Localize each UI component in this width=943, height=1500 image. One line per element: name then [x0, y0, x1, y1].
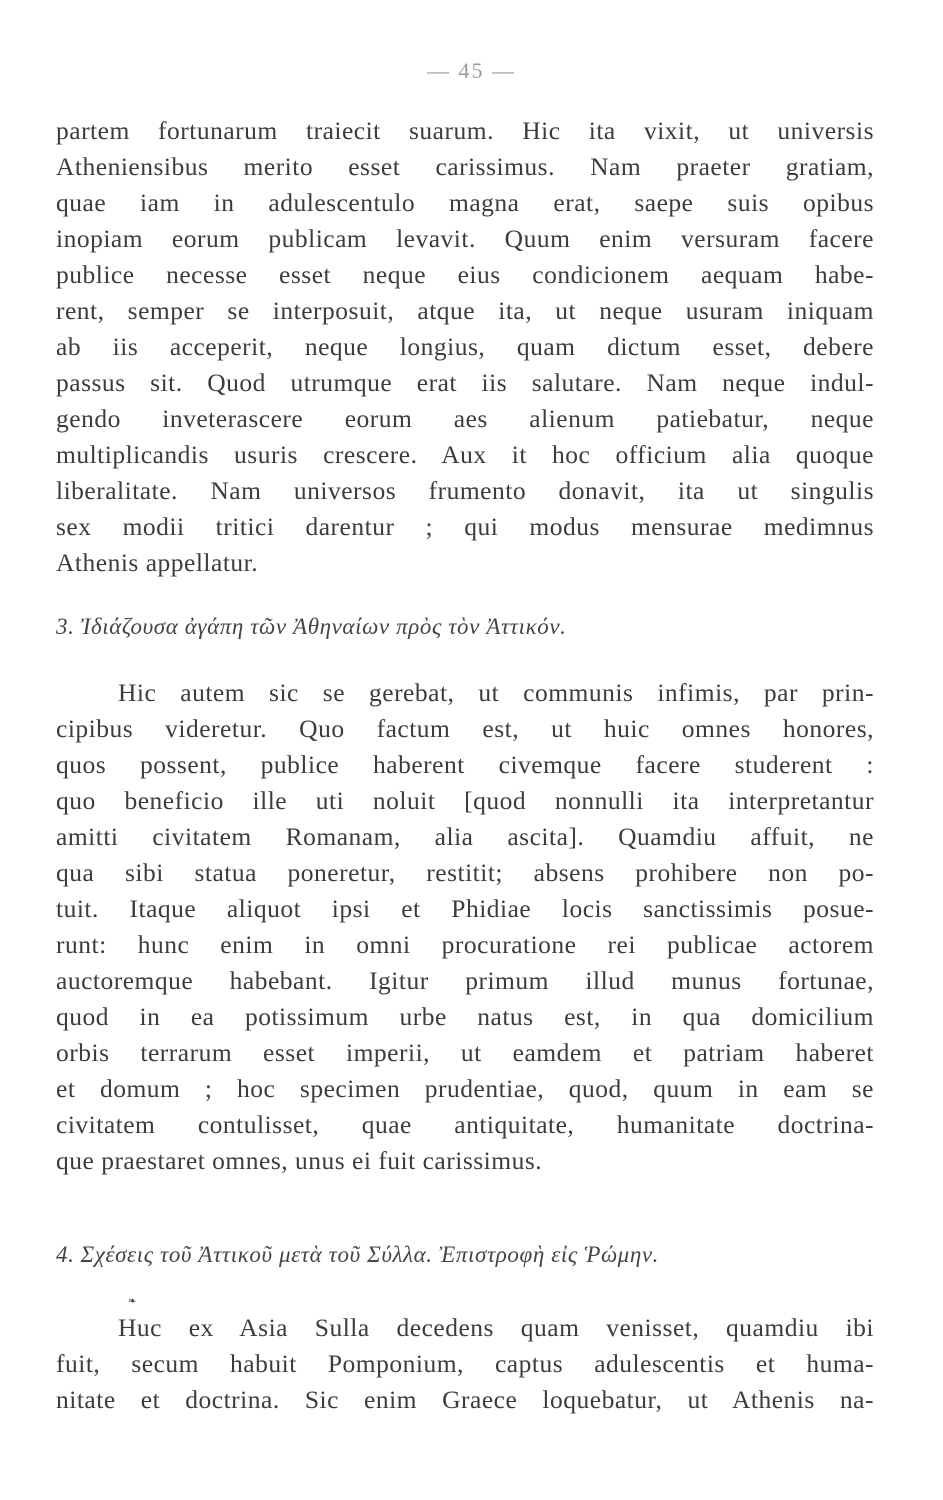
paragraph-2-line: auctoremque habebant. Igitur primum illud munus fortunae, [56, 966, 874, 995]
paragraph-1-line: passus sit. Quod utrumque erat iis salutare. Nam neque indul- [56, 368, 874, 397]
paragraph-1-line: rent, semper se interposuit, atque ita, ut neque usuram iniquam [56, 296, 874, 325]
paragraph-2-line: que praestaret omnes, unus ei fuit carissimus. [56, 1146, 543, 1175]
paragraph-2-line: quos possent, publice haberent civemque facere studerent : [56, 750, 874, 779]
paragraph-2-line: et domum ; hoc specimen prudentiae, quod, quum in eam se [56, 1074, 874, 1103]
page-number: — 45 — [427, 58, 516, 83]
ornament-mark: ❧ [128, 1296, 137, 1307]
paragraph-2-line: quod in ea potissimum urbe natus est, in qua domicilium [56, 1002, 874, 1031]
paragraph-1-line: partem fortunarum traiecit suarum. Hic ita vixit, ut universis [56, 116, 874, 145]
section-title: Ἰδιάζουσα ἀγάπη τῶν Ἀθηναίων πρὸς τὸν Ἀττικόν. [80, 614, 567, 639]
paragraph-3-line: Huc ex Asia Sulla decedens quam venisset, quamdiu ibi [118, 1313, 874, 1342]
paragraph-2-line: runt: hunc enim in omni procuratione rei publicae actorem [56, 930, 874, 959]
paragraph-1-line: Athenis appellatur. [56, 548, 259, 577]
paragraph-1-line: publice necesse esset neque eius condicionem aequam habe- [56, 260, 874, 289]
paragraph-1-line: liberalitate. Nam universos frumento donavit, ita ut singulis [56, 476, 874, 505]
paragraph-2-line: qua sibi statua poneretur, restitit; absens prohibere non po- [56, 858, 874, 887]
paragraph-1-line: Atheniensibus merito esset carissimus. Nam praeter gratiam, [56, 152, 874, 181]
section-number: 4. [56, 1242, 75, 1267]
paragraph-1-line: inopiam eorum publicam levavit. Quum enim versuram facere [56, 224, 874, 253]
paragraph-2-line: cipibus videretur. Quo factum est, ut huic omnes honores, [56, 714, 874, 743]
section-heading-3 [56, 609, 874, 645]
section-title: Σχέσεις τοῦ Ἀττικοῦ μετὰ τοῦ Σύλλα. Ἐπιστροφὴ εἰς Ῥώμην. [80, 1242, 659, 1267]
paragraph-2-line: amitti civitatem Romanam, alia ascita]. Quamdiu affuit, ne [56, 822, 874, 851]
paragraph-2-line: Hic autem sic se gerebat, ut communis infimis, par prin- [118, 678, 874, 707]
paragraph-1-line: gendo inveterascere eorum aes alienum patiebatur, neque [56, 404, 874, 433]
paragraph-1-line: quae iam in adulescentulo magna erat, saepe suis opibus [56, 188, 874, 217]
paragraph-3-line: fuit, secum habuit Pomponium, captus adulescentis et huma- [56, 1349, 874, 1378]
section-number: 3. [56, 614, 75, 639]
paragraph-1-line: sex modii tritici darentur ; qui modus mensurae medimnus [56, 512, 874, 541]
paragraph-2-line: quo beneficio ille uti noluit [quod nonnulli ita interpretantur [56, 786, 874, 815]
paragraph-3-line: nitate et doctrina. Sic enim Graece loquebatur, ut Athenis na- [56, 1385, 874, 1414]
paragraph-1-line: ab iis acceperit, neque longius, quam dictum esset, debere [56, 332, 874, 361]
section-heading-4 [56, 1237, 874, 1273]
paragraph-2-line: orbis terrarum esset imperii, ut eamdem et patriam haberet [56, 1038, 874, 1067]
paragraph-2-line: tuit. Itaque aliquot ipsi et Phidiae locis sanctissimis posue- [56, 894, 874, 923]
paragraph-1-line: multiplicandis usuris crescere. Aux it hoc officium alia quoque [56, 440, 874, 469]
paragraph-2-line: civitatem contulisset, quae antiquitate, humanitate doctrina- [56, 1110, 874, 1139]
